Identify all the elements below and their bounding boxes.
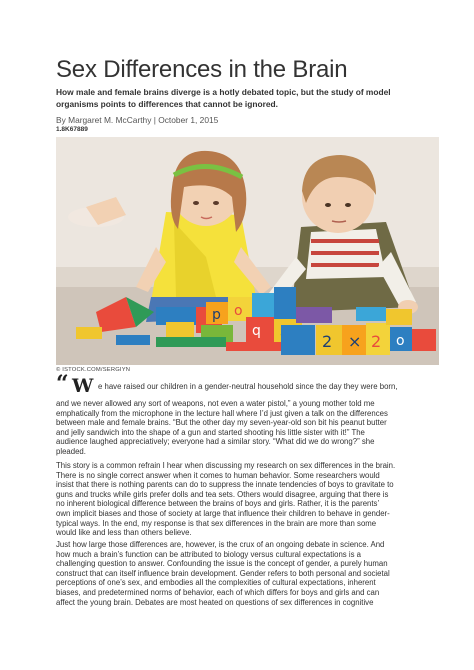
article-subtitle: How male and female brains diverge is a hotly debated topic, but the study of model organisms points to differences that cannot be ignored. — [56, 87, 391, 109]
paragraph-line: perceptions of one’s sex, and embodies all the complexities of cultural expectations, inherent — [56, 578, 376, 588]
children-playing-blocks-image — [56, 137, 439, 365]
paragraph-line: and we never allowed any sort of weapons, not even a water pistol,” a young mother told me — [56, 399, 375, 408]
svg-text:o: o — [396, 333, 405, 349]
first-line-text: e have raised our children in a gender-neutral household since the day they were born, — [98, 382, 398, 391]
drop-cap: W — [72, 375, 94, 397]
paragraph-line: challenging question to answer. Confounding the issue is the concept of gender, a purely human — [56, 559, 388, 569]
svg-text:×: × — [348, 332, 362, 351]
paragraph-line: Just how large those differences are, however, is the crux of an ongoing debate in science. And — [56, 540, 385, 549]
paragraph-line: affect the young brain. Debates are most heated on questions of sex differences in cognitive — [56, 597, 374, 607]
svg-text:p: p — [212, 307, 221, 323]
paragraph-line: pleaded. — [56, 446, 86, 456]
paragraph-3 — [56, 540, 436, 607]
svg-text:o: o — [234, 303, 243, 319]
paragraph-line: how much a brain’s function can be attributed to biology versus cultural expectations is a — [56, 549, 361, 559]
paragraph-line: emphatically from the microphone in the lecture hall where I’d just given a talk on the differences — [56, 408, 388, 418]
paragraph-1 — [56, 399, 436, 457]
paragraph-line: construct that can itself influence brain development. Gender refers to both personal and societal — [56, 568, 390, 578]
paragraph-2 — [56, 461, 436, 538]
paragraph-line: biases, and predetermined norms of behavior, each of which differs for boys and girls and can — [56, 587, 380, 597]
paragraph-line: own implicit biases and those of society at large that influence their children to behave in gender- — [56, 508, 390, 518]
svg-text:q: q — [252, 323, 261, 339]
paragraph-line: and jelly sandwich into the shape of a gun and started shooting his little sister with it!” The — [56, 427, 365, 437]
paragraph-line: typical ways. In the end, my response is that sex differences in the brain are more than some — [56, 518, 377, 528]
paragraph-line: would like and less than others believe. — [56, 528, 192, 538]
paragraph-line: There is no single correct answer when it comes to human behavior. Some researchers would — [56, 470, 380, 480]
article-opening — [56, 371, 436, 397]
paragraph-line: no inherent biological difference between the brains of boys and girls. Rather, it is the parents’ — [56, 499, 380, 509]
paragraph-line: audience laughed appreciatively; everyone had a similar story. “What did we do wrong?” she — [56, 437, 375, 447]
paragraph-line: insist that there is nothing parents can do to suppress the innate tendencies of boys to gravitate to — [56, 480, 394, 490]
svg-text:2: 2 — [371, 332, 382, 351]
share-count: 1.8K67889 — [56, 126, 88, 133]
opening-quote-mark: “ — [56, 371, 69, 397]
svg-text:2: 2 — [322, 332, 333, 351]
image-credit: © ISTOCK.COM/SERGIYN — [56, 367, 131, 373]
paragraph-line: guns and trucks while girls prefer dolls and tea sets. Others would disagree, arguing that there is — [56, 489, 389, 499]
paragraph-line: This story is a common refrain I hear when discussing my research on sex differences in the brain. — [56, 461, 396, 470]
paragraph-line: between male and female brains. “But the other day my seven-year-old son bit his peanut butter — [56, 418, 387, 428]
article-byline: By Margaret M. McCarthy | October 1, 2015 — [56, 115, 219, 125]
article-title: Sex Differences in the Brain — [56, 56, 348, 83]
